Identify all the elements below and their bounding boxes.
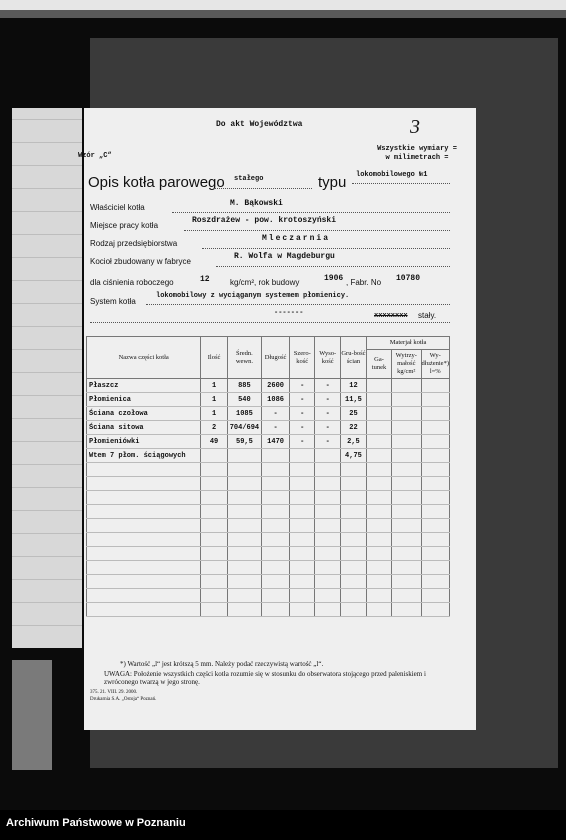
table-cell bbox=[340, 491, 366, 505]
typu-label: typu bbox=[318, 174, 347, 191]
table-cell bbox=[227, 533, 261, 547]
table-cell: Wtem 7 płom. ściągowych bbox=[87, 449, 201, 463]
table-cell bbox=[227, 603, 261, 617]
archive-caption: Archiwum Państwowe w Poznaniu bbox=[6, 817, 186, 829]
table-cell bbox=[315, 561, 340, 575]
table-cell bbox=[290, 547, 315, 561]
table-cell bbox=[421, 603, 449, 617]
table-row bbox=[87, 435, 450, 449]
table-row bbox=[87, 547, 450, 561]
table-cell bbox=[392, 491, 422, 505]
table-cell bbox=[421, 505, 449, 519]
table-row bbox=[87, 393, 450, 407]
table-cell bbox=[87, 477, 201, 491]
location-label: Miejsce pracy kotła bbox=[90, 221, 159, 230]
table-cell bbox=[367, 449, 392, 463]
table-cell bbox=[367, 561, 392, 575]
table-cell bbox=[421, 421, 449, 435]
table-cell bbox=[227, 463, 261, 477]
table-cell bbox=[262, 519, 290, 533]
table-row bbox=[87, 603, 450, 617]
table-cell bbox=[262, 463, 290, 477]
table-cell bbox=[421, 589, 449, 603]
footnote-value-l: *) Wartość „l“ jest krótszą 5 mm. Należy podać rzeczywistą wartość „l“. bbox=[120, 660, 324, 668]
system-label: System kotła bbox=[90, 297, 136, 306]
table-cell: 885 bbox=[227, 379, 261, 393]
parts-table bbox=[86, 336, 450, 617]
table-cell bbox=[367, 533, 392, 547]
table-cell bbox=[367, 491, 392, 505]
table-cell bbox=[392, 477, 422, 491]
table-cell bbox=[392, 421, 422, 435]
table-cell: 25 bbox=[340, 407, 366, 421]
table-cell bbox=[392, 547, 422, 561]
table-row bbox=[87, 463, 450, 477]
table-cell bbox=[290, 491, 315, 505]
table-cell bbox=[421, 491, 449, 505]
page-number: 3 bbox=[410, 116, 420, 138]
table-cell bbox=[201, 463, 227, 477]
table-cell bbox=[367, 505, 392, 519]
table-row bbox=[87, 575, 450, 589]
table-cell bbox=[201, 603, 227, 617]
table-cell bbox=[262, 533, 290, 547]
table-cell: 4,75 bbox=[340, 449, 366, 463]
col-part-name: Nazwa części kotła bbox=[87, 337, 201, 379]
table-cell bbox=[290, 449, 315, 463]
table-cell bbox=[340, 505, 366, 519]
system-line-2 bbox=[90, 322, 450, 323]
table-cell bbox=[392, 463, 422, 477]
table-row bbox=[87, 379, 450, 393]
table-cell bbox=[340, 561, 366, 575]
table-cell bbox=[201, 547, 227, 561]
table-cell bbox=[315, 463, 340, 477]
table-cell bbox=[87, 561, 201, 575]
table-cell: 12 bbox=[340, 379, 366, 393]
table-cell: - bbox=[290, 393, 315, 407]
table-cell bbox=[392, 575, 422, 589]
table-cell bbox=[227, 561, 261, 575]
table-cell bbox=[392, 533, 422, 547]
table-cell bbox=[340, 589, 366, 603]
table-cell: Ściana czołowa bbox=[87, 407, 201, 421]
table-cell: 1 bbox=[201, 407, 227, 421]
table-cell bbox=[421, 449, 449, 463]
table-cell bbox=[340, 575, 366, 589]
table-cell bbox=[290, 505, 315, 519]
table-cell bbox=[340, 463, 366, 477]
table-cell bbox=[367, 421, 392, 435]
table-row bbox=[87, 421, 450, 435]
pressure-unit: kg/cm², rok budowy bbox=[230, 278, 300, 287]
table-cell bbox=[392, 379, 422, 393]
table-cell: - bbox=[262, 407, 290, 421]
table-cell: - bbox=[315, 407, 340, 421]
table-cell bbox=[392, 505, 422, 519]
table-cell: 1085 bbox=[227, 407, 261, 421]
table-cell bbox=[421, 393, 449, 407]
table-cell bbox=[290, 519, 315, 533]
table-cell bbox=[227, 449, 261, 463]
table-cell: 2600 bbox=[262, 379, 290, 393]
table-cell bbox=[315, 533, 340, 547]
table-cell bbox=[392, 603, 422, 617]
business-value: Mleczarnia bbox=[262, 234, 331, 243]
table-cell bbox=[227, 505, 261, 519]
table-row bbox=[87, 589, 450, 603]
table-cell: 1 bbox=[201, 393, 227, 407]
table-cell bbox=[262, 547, 290, 561]
table-cell bbox=[262, 589, 290, 603]
table-cell bbox=[367, 589, 392, 603]
table-cell: 1470 bbox=[262, 435, 290, 449]
table-row bbox=[87, 407, 450, 421]
form-title: Opis kotła parowego bbox=[88, 174, 225, 191]
table-cell bbox=[227, 575, 261, 589]
table-cell bbox=[87, 519, 201, 533]
table-row bbox=[87, 519, 450, 533]
table-cell: 540 bbox=[227, 393, 261, 407]
adjacent-page bbox=[12, 108, 82, 648]
location-line bbox=[184, 230, 450, 231]
fabr-number: 10780 bbox=[396, 274, 421, 283]
table-cell bbox=[201, 505, 227, 519]
boiler-type: lokomobilowego №1 bbox=[356, 171, 428, 179]
type-underline bbox=[352, 183, 450, 184]
table-cell bbox=[201, 519, 227, 533]
system-value: lokomobilowy z wyciąganym systemem płomienicy. bbox=[156, 292, 350, 300]
table-cell bbox=[290, 575, 315, 589]
table-cell bbox=[290, 561, 315, 575]
system-dashes: ------- bbox=[274, 309, 304, 317]
top-note: Do akt Województwa bbox=[216, 120, 303, 129]
owner-label: Właściciel kotła bbox=[90, 203, 145, 212]
table-cell bbox=[262, 575, 290, 589]
table-row bbox=[87, 449, 450, 463]
table-cell: - bbox=[315, 393, 340, 407]
table-cell bbox=[340, 533, 366, 547]
table-cell bbox=[315, 519, 340, 533]
table-cell bbox=[421, 561, 449, 575]
build-year: 1906 bbox=[324, 274, 344, 283]
table-cell bbox=[87, 491, 201, 505]
col-quantity: Ilość bbox=[201, 337, 227, 379]
col-inner-diameter: Średn. wewn. bbox=[227, 337, 261, 379]
table-cell: - bbox=[315, 421, 340, 435]
table-cell: 2,5 bbox=[340, 435, 366, 449]
table-cell bbox=[340, 477, 366, 491]
print-code: 375. 21. VIII. 29. 2000. bbox=[90, 690, 138, 695]
table-cell bbox=[227, 547, 261, 561]
table-row bbox=[87, 505, 450, 519]
table-cell: 2 bbox=[201, 421, 227, 435]
col-length: Długość bbox=[262, 337, 290, 379]
footnote-uwaga: UWAGA: Położenie wszystkich części kotła rozumie się w stosunku do obserwatora stojącego przed paleniskiem i zwróconego twarzą w jego stronę. bbox=[104, 670, 426, 686]
table-cell bbox=[262, 505, 290, 519]
table-cell bbox=[315, 505, 340, 519]
table-cell: 49 bbox=[201, 435, 227, 449]
pressure-value: 12 bbox=[200, 275, 210, 284]
table-cell bbox=[262, 491, 290, 505]
col-width: Szero-kość bbox=[290, 337, 315, 379]
table-cell bbox=[315, 603, 340, 617]
factory-label: Kocioł zbudowany w fabryce bbox=[90, 257, 191, 266]
table-cell bbox=[367, 463, 392, 477]
table-cell: Płaszcz bbox=[87, 379, 201, 393]
struck-text: xxxxxxxx bbox=[374, 312, 408, 320]
table-row bbox=[87, 491, 450, 505]
fabr-label: , Fabr. No bbox=[346, 278, 382, 287]
table-cell bbox=[421, 463, 449, 477]
table-cell bbox=[290, 477, 315, 491]
business-label: Rodzaj przedsiębiorstwa bbox=[90, 239, 178, 248]
table-cell bbox=[262, 477, 290, 491]
table-cell bbox=[315, 491, 340, 505]
table-cell bbox=[367, 575, 392, 589]
table-cell: - bbox=[290, 421, 315, 435]
table-cell bbox=[392, 407, 422, 421]
col-wall-thickness: Gru-bość ścian bbox=[340, 337, 366, 379]
table-row bbox=[87, 561, 450, 575]
table-cell bbox=[87, 533, 201, 547]
table-cell bbox=[315, 547, 340, 561]
factory-line bbox=[216, 266, 450, 267]
table-cell bbox=[421, 379, 449, 393]
table-cell bbox=[201, 589, 227, 603]
table-cell bbox=[315, 449, 340, 463]
table-cell: 1086 bbox=[262, 393, 290, 407]
col-elongation: Wy-dłużenie*) l=% bbox=[421, 350, 449, 379]
material-header: Materjał kotła bbox=[367, 337, 450, 350]
table-cell bbox=[421, 575, 449, 589]
table-cell bbox=[340, 519, 366, 533]
table-cell bbox=[367, 393, 392, 407]
col-height: Wyso-kość bbox=[315, 337, 340, 379]
owner-line bbox=[172, 212, 450, 213]
top-strip bbox=[0, 0, 566, 10]
table-cell: 59,5 bbox=[227, 435, 261, 449]
table-cell bbox=[367, 603, 392, 617]
adjacent-page-fragment bbox=[12, 660, 52, 770]
table-cell bbox=[201, 477, 227, 491]
table-cell bbox=[201, 491, 227, 505]
table-cell: 1 bbox=[201, 379, 227, 393]
table-cell bbox=[227, 491, 261, 505]
table-cell bbox=[392, 561, 422, 575]
table-row bbox=[87, 533, 450, 547]
table-cell bbox=[87, 547, 201, 561]
location-value: Roszdrażew - pow. krotoszyński bbox=[192, 216, 337, 225]
owner-value: M. Bąkowski bbox=[230, 199, 283, 208]
kind-underline bbox=[214, 188, 312, 189]
table-cell bbox=[421, 547, 449, 561]
table-cell bbox=[262, 603, 290, 617]
table-cell: - bbox=[290, 379, 315, 393]
table-cell: - bbox=[290, 407, 315, 421]
table-cell: - bbox=[315, 379, 340, 393]
table-cell bbox=[421, 407, 449, 421]
table-cell bbox=[421, 533, 449, 547]
table-cell: Ściana sitowa bbox=[87, 421, 201, 435]
table-cell bbox=[392, 519, 422, 533]
pressure-label: dla ciśnienia roboczego bbox=[90, 278, 174, 287]
table-cell bbox=[87, 575, 201, 589]
table-cell: 704/694 bbox=[227, 421, 261, 435]
dimension-note: Wszystkie wymiary = w milimetrach = bbox=[377, 145, 457, 162]
table-cell bbox=[367, 435, 392, 449]
table-cell bbox=[262, 561, 290, 575]
table-cell bbox=[392, 435, 422, 449]
table-cell bbox=[315, 477, 340, 491]
table-cell bbox=[340, 547, 366, 561]
table-cell bbox=[201, 449, 227, 463]
form-template-label: Wzór „C“ bbox=[78, 152, 112, 160]
document-page bbox=[78, 108, 476, 730]
boiler-kind: stałego bbox=[234, 175, 264, 183]
table-cell bbox=[262, 449, 290, 463]
table-cell bbox=[367, 477, 392, 491]
table-cell bbox=[367, 547, 392, 561]
table-cell bbox=[392, 449, 422, 463]
table-cell bbox=[201, 575, 227, 589]
table-cell: 11,5 bbox=[340, 393, 366, 407]
table-cell: Płomienica bbox=[87, 393, 201, 407]
table-cell bbox=[421, 477, 449, 491]
top-strip-shadow bbox=[0, 10, 566, 18]
table-cell bbox=[201, 533, 227, 547]
table-cell bbox=[315, 589, 340, 603]
table-cell bbox=[367, 519, 392, 533]
table-cell: - bbox=[290, 435, 315, 449]
table-cell bbox=[392, 589, 422, 603]
table-cell bbox=[87, 505, 201, 519]
table-cell bbox=[421, 435, 449, 449]
table-cell bbox=[87, 463, 201, 477]
table-cell bbox=[290, 463, 315, 477]
table-cell bbox=[201, 561, 227, 575]
table-cell bbox=[392, 393, 422, 407]
col-strength: Wytrzy-małość kg/cm² bbox=[392, 350, 422, 379]
table-cell: Płomieniówki bbox=[87, 435, 201, 449]
table-cell: 22 bbox=[340, 421, 366, 435]
table-row bbox=[87, 477, 450, 491]
table-cell bbox=[367, 407, 392, 421]
table-cell bbox=[227, 589, 261, 603]
system-line bbox=[146, 304, 450, 305]
table-cell bbox=[340, 603, 366, 617]
staly-label: stały. bbox=[418, 311, 437, 320]
table-cell bbox=[290, 589, 315, 603]
table-cell bbox=[421, 519, 449, 533]
table-cell: - bbox=[315, 435, 340, 449]
table-cell bbox=[290, 533, 315, 547]
business-line bbox=[202, 248, 450, 249]
table-cell bbox=[227, 477, 261, 491]
table-cell bbox=[367, 379, 392, 393]
printer-name: Drukarnia S.A. „Ostoja“ Poznań. bbox=[90, 697, 157, 702]
table-cell bbox=[87, 603, 201, 617]
table-cell bbox=[315, 575, 340, 589]
table-cell bbox=[290, 603, 315, 617]
table-cell bbox=[87, 589, 201, 603]
col-grade: Ga-tunek bbox=[367, 350, 392, 379]
table-cell: - bbox=[262, 421, 290, 435]
table-cell bbox=[227, 519, 261, 533]
factory-value: R. Wolfa w Magdeburgu bbox=[234, 252, 335, 261]
